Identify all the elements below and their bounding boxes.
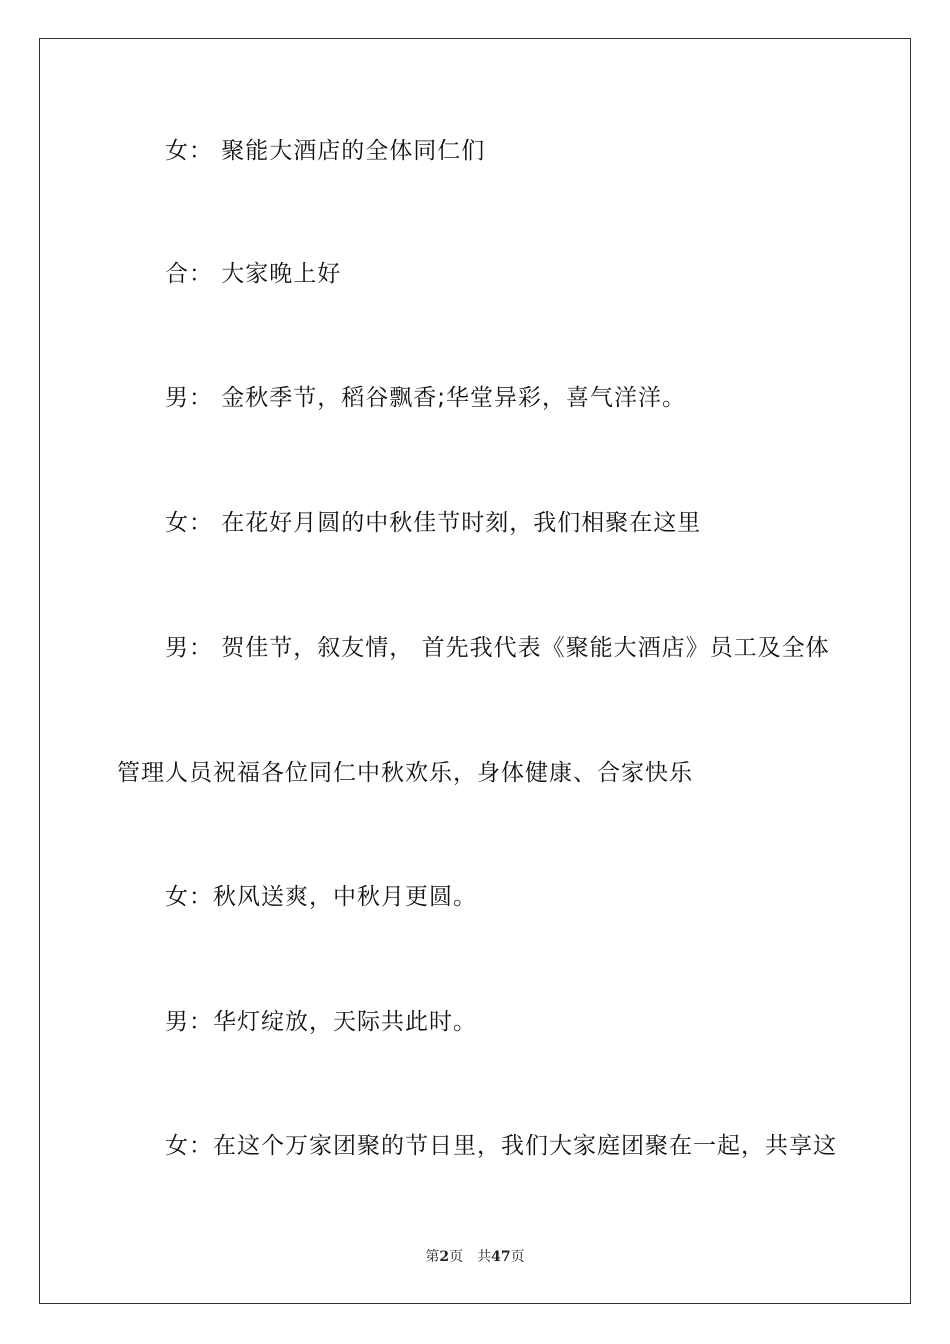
dialogue-line: 女： 在花好月圆的中秋佳节时刻，我们相聚在这里	[165, 510, 702, 536]
page-footer	[0, 1246, 950, 1266]
dialogue-line: 合： 大家晚上好	[165, 261, 342, 287]
total-page-number: 47	[491, 1249, 511, 1265]
dialogue-line: 女： 聚能大酒店的全体同仁们	[165, 138, 486, 164]
page-frame	[39, 38, 911, 1304]
dialogue-line: 女：在这个万家团聚的节日里，我们大家庭团聚在一起，共享这	[165, 1133, 837, 1159]
footer-total-unit: 页	[510, 1249, 525, 1265]
dialogue-line: 男： 贺佳节，叙友情， 首先我代表《聚能大酒店》员工及全体	[165, 635, 830, 661]
dialogue-line: 女：秋风送爽，中秋月更圆。	[165, 884, 477, 910]
footer-total-prefix: 共	[477, 1249, 492, 1265]
dialogue-continuation: 管理人员祝福各位同仁中秋欢乐，身体健康、合家快乐	[117, 760, 693, 786]
dialogue-line: 男：华灯绽放，天际共此时。	[165, 1009, 477, 1035]
current-page-number: 2	[439, 1249, 450, 1265]
footer-prefix: 第	[425, 1249, 440, 1265]
footer-page-unit: 页	[449, 1249, 464, 1265]
dialogue-line: 男： 金秋季节，稻谷飘香;华堂异彩，喜气洋洋。	[165, 385, 687, 411]
